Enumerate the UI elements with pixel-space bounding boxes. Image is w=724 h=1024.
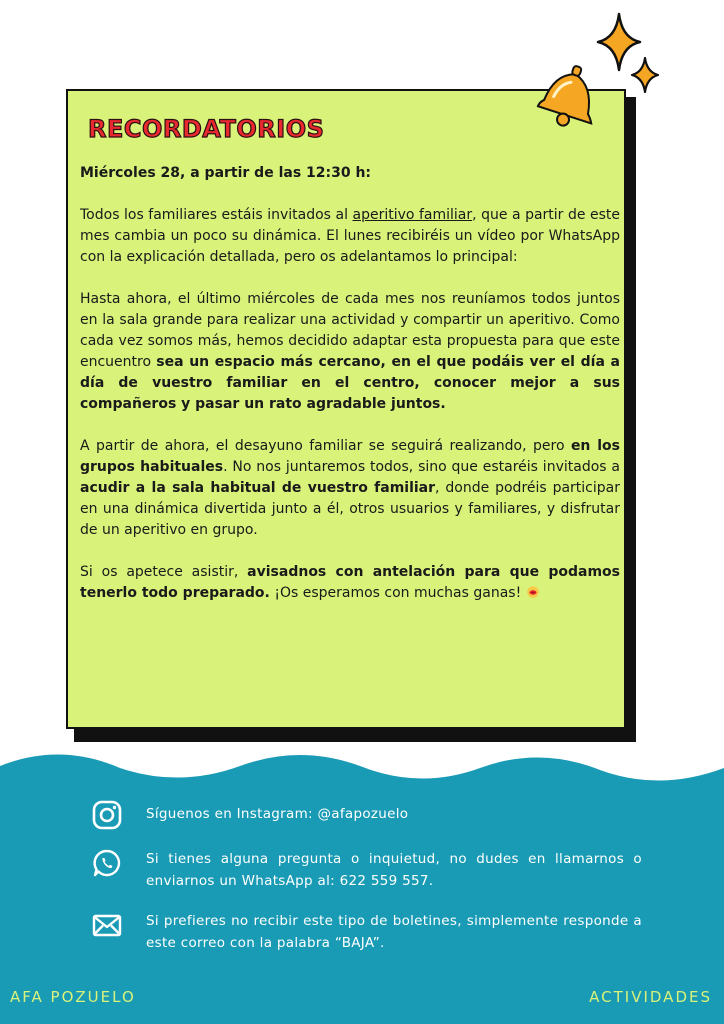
whatsapp-icon[interactable] (92, 848, 122, 878)
whatsapp-text: Si tienes alguna pregunta o inquietud, no dudes en llamarnos o enviarnos un WhatsApp al: 622 559 557. (146, 851, 642, 889)
instagram-text: Síguenos en Instagram: @afapozuelo (146, 806, 409, 822)
card-title: RECORDATORIOS (88, 115, 325, 143)
reminder-card (66, 89, 626, 729)
paragraph-text: Hasta ahora, el último miércoles de cada mes nos reuníamos todos juntos en la sala grande para realizar una actividad y compartir un aperitivo. Como cada vez somos más, hemos decidido adaptar esta propuesta para que este encuentro (80, 291, 620, 370)
aperitivo-link[interactable]: aperitivo familiar (352, 207, 473, 223)
paragraph-text: A partir de ahora, el desayuno familiar se seguirá realizando, pero (80, 438, 571, 454)
paragraph-history (80, 289, 620, 415)
paragraph-text: , donde podréis participar en una dinámica divertida junto a él, otros usuarios y familiares, y disfrutar de un aperitivo en grupo. (80, 480, 620, 538)
paragraph-text: Si os apetece asistir, (80, 564, 248, 580)
paragraph-text: , que a partir de este mes cambia un poco su dinámica. El lunes recibiréis un vídeo por WhatsApp con la explicación detallada, pero os adelantamos lo principal: (80, 207, 620, 265)
mail-icon[interactable] (92, 910, 122, 940)
paragraph-rsvp (80, 562, 620, 604)
paragraph-text: . No nos juntaremos todos, sino que estaréis invitados a (223, 459, 620, 475)
event-heading: Miércoles 28, a partir de las 12:30 h: (80, 165, 372, 181)
instagram-icon[interactable] (92, 800, 122, 830)
paragraph-bold: en los grupos habituales (80, 438, 620, 475)
sparkle-icon (630, 56, 660, 94)
footer-section-label: ACTIVIDADES (589, 988, 712, 1006)
card-body (80, 163, 620, 604)
email-text: Si prefieres no recibir este tipo de boletines, simplemente responde a este correo con la palabra “BAJA”. (146, 913, 642, 951)
footer-brand-label: AFA POZUELO (10, 988, 136, 1006)
kiss-emoji-icon (526, 586, 540, 598)
footer-email (92, 910, 652, 954)
paragraph-text: Todos los familiares estáis invitados al (80, 207, 353, 223)
paragraph-bold: sea un espacio más cercano, en el que podáis ver el día a día de vuestro familiar en el centro, conocer mejor a sus compañeros y pasar un rato agradable juntos. (80, 354, 620, 412)
paragraph-change (80, 436, 620, 541)
paragraph-intro (80, 205, 620, 268)
footer-whatsapp (92, 848, 652, 892)
footer-instagram (92, 800, 652, 830)
paragraph-text: ¡Os esperamos con muchas ganas! (269, 585, 522, 601)
paragraph-bold: acudir a la sala habitual de vuestro familiar (80, 480, 436, 496)
paragraph-bold: avisadnos con antelación para que podamos tenerlo todo preparado. (80, 564, 620, 601)
